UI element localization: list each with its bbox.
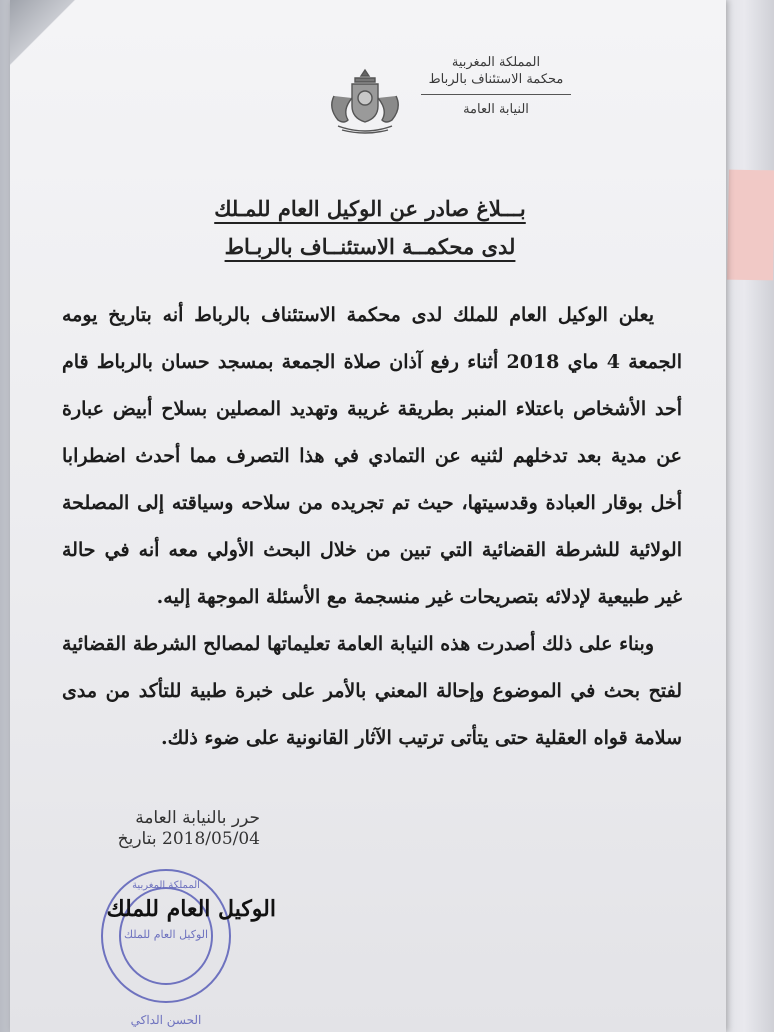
stamp-text-center: الوكيل العام للملك [123, 928, 209, 941]
issued-place: حرر بالنيابة العامة [135, 808, 260, 828]
letterhead-kingdom: المملكة المغربية [451, 55, 541, 70]
stamp-text-top: المملكة المغربية [132, 880, 200, 891]
issued-date-label: بتاريخ [117, 829, 157, 849]
signature-block [80, 808, 260, 850]
letterhead-prosecution: النيابة العامة [463, 102, 529, 117]
body-paragraph-2: وبناء على ذلك أصدرت هذه النيابة العامة تعليماتها لمصالح الشرطة القضائية لفتح بحث في الموضوع وإحالة المعني بالأمر على خبرة طبية للتأكد من مدى سلامة قواه العقلية حتى يتأتى ترتيب الآثار القانونية على ضوء ذلك. [62, 633, 682, 749]
signatory-title: الوكيل العام للملك [106, 896, 276, 922]
title-line-1: بـــلاغ صادر عن الوكيل العام للمـلك [214, 196, 526, 221]
letterhead-divider [421, 94, 571, 95]
background-paper-pink [727, 170, 774, 281]
folded-corner [10, 0, 100, 70]
announcement-body [62, 292, 682, 762]
title-line-2: لدى محكمــة الاستئنــاف بالربـاط [224, 234, 516, 259]
letterhead [396, 54, 596, 118]
official-stamp [94, 866, 238, 1032]
stamp-name: الحسن الداكي [130, 1013, 202, 1027]
issued-date-line [80, 829, 260, 850]
royal-coat-of-arms-icon [322, 66, 408, 136]
document-page [10, 0, 726, 1032]
announcement-title [210, 190, 530, 266]
issued-date: 2018/05/04 [162, 829, 260, 849]
letterhead-court: محكمة الاستئناف بالرباط [428, 72, 564, 87]
body-paragraph-1: يعلن الوكيل العام للملك لدى محكمة الاستئناف بالرباط أنه بتاريخ يومه الجمعة 4 ماي 2018 أثناء رفع آذان صلاة الجمعة بمسجد حسان بالرباط قام أحد الأشخاص باعتلاء المنبر بطريقة غريبة وتهديد المصلين بسلاح أبيض عبارة عن مدية بعد تدخلهم لثنيه عن التمادي في هذا التصرف مما أحدث اضطرابا أخل بوقار العبادة وقدسيتها، حيث تم تجريده من سلاحه وسياقته إلى المصلحة الولائية للشرطة القضائية التي تبين من خلال البحث الأولي معه أنه في حالة غير طبيعية لإدلائه بتصريحات غير منسجمة مع الأسئلة الموجهة إليه. [62, 304, 682, 608]
